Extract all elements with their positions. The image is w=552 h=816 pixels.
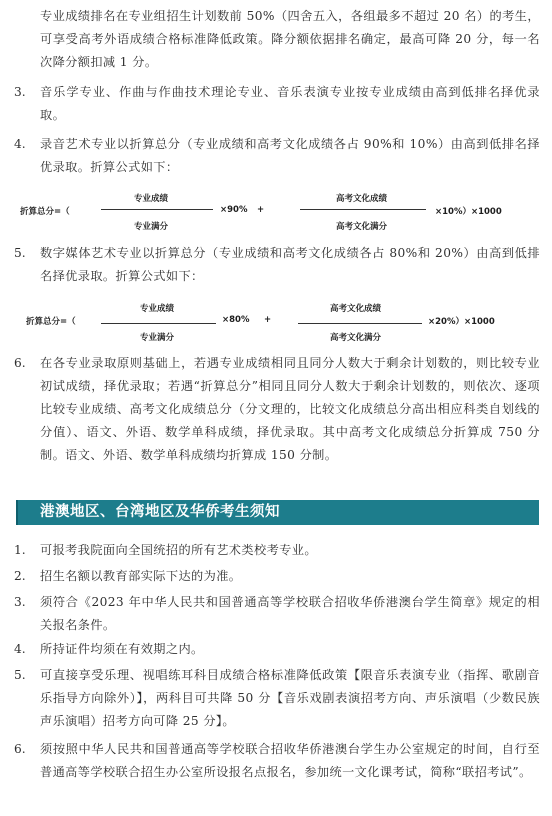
list-item-text: 须符合《2023 年中华人民共和国普通高等学校联合招收华侨港澳台学生简章》规定的相关报名条件。 [40, 595, 540, 632]
formula-plus: + [257, 205, 265, 215]
list-item-text: 可报考我院面向全国统招的所有艺术类校考专业。 [40, 543, 317, 557]
item-number: 4. [14, 642, 26, 656]
item-number: 5. [14, 246, 26, 260]
formula-lhs: 折算总分=（ [26, 317, 76, 327]
fraction-bar [298, 323, 422, 324]
formula-multiplier: ×80% [222, 315, 250, 325]
formula-lhs: 折算总分=（ [20, 207, 70, 217]
list-item-text: 招生名额以教育部实际下达的为准。 [40, 569, 242, 583]
item-number: 6. [14, 742, 26, 756]
formula-multiplier: ×90% [220, 205, 248, 215]
item-number: 1. [14, 543, 26, 557]
list-item-text: 须按照中华人民共和国普通高等学校联合招收华侨港澳台学生办公室规定的时间，自行至普通高等学校联合招生办公室所设报名点报名，参加统一文化课考试，简称“联招考试”。 [40, 742, 540, 779]
fraction-bar [101, 209, 213, 210]
item-number: 2. [14, 569, 26, 583]
formula-numerator: 高考文化成绩 [330, 304, 382, 314]
item-number: 3. [14, 595, 26, 609]
list-item-text: 录音艺术专业以折算总分（专业成绩和高考文化成绩各占 90%和 10%）由高到低排名择优录取。折算公式如下： [40, 137, 540, 174]
item-number: 5. [14, 668, 26, 682]
section-title: 港澳地区、台湾地区及华侨考生须知 [40, 504, 280, 520]
fraction-bar [300, 209, 426, 210]
formula-tail: ×20%）×1000 [428, 317, 495, 327]
list-item-text: 在各专业录取原则基础上，若遇专业成绩相同且同分人数大于剩余计划数的，则比较专业初试成绩，择优录取；若遇“折算总分”相同且同分人数大于剩余计划数的，则依次、逐项比较专业成绩、高考文化成绩总分（分文理的，比较文化成绩总分高出相应科类自划线的分值）、语文、外语、数学单科成绩，择优录取。其中高考文化成绩总分折算成 750 分制。语文、外语、数学单科成绩均折算成 150 分制。 [40, 356, 540, 462]
item-number: 4. [14, 137, 26, 151]
section-banner [16, 500, 539, 525]
fraction-bar [101, 323, 216, 324]
item-number: 3. [14, 85, 26, 99]
list-item-text: 音乐学专业、作曲与作曲技术理论专业、音乐表演专业按专业成绩由高到低排名择优录取。 [40, 85, 540, 122]
formula-denominator: 专业满分 [134, 222, 169, 232]
item-number: 6. [14, 356, 26, 370]
formula-numerator: 专业成绩 [140, 304, 175, 314]
formula-numerator: 专业成绩 [134, 194, 169, 204]
conversion-formula-80 [0, 301, 552, 351]
list-item-text: 可直接享受乐理、视唱练耳科目成绩合格标准降低政策【限音乐表演专业（指挥、歌剧音乐指导方向除外）】，两科目可共降 50 分【音乐戏剧表演招考方向、声乐演唱（少数民族声乐演唱）招考方向可降 25 分】。 [40, 668, 540, 728]
item-2-continuation: 专业成绩排名在专业组招生计划数前 50%（四舍五入，各组最多不超过 20 名）的考生，可享受高考外语成绩合格标准降低政策。降分额依据排名确定，最高可降 20 分，每一名次降分额扣减 1 分。 [40, 9, 540, 69]
formula-denominator: 高考文化满分 [336, 222, 388, 232]
formula-tail: ×10%）×1000 [435, 207, 502, 217]
list-item-text: 所持证件均须在有效期之内。 [40, 642, 204, 656]
formula-numerator: 高考文化成绩 [336, 194, 388, 204]
conversion-formula-90 [0, 186, 552, 236]
formula-denominator: 专业满分 [140, 333, 175, 343]
formula-denominator: 高考文化满分 [330, 333, 382, 343]
formula-plus: + [264, 315, 272, 325]
list-item-text: 数字媒体艺术专业以折算总分（专业成绩和高考文化成绩各占 80%和 20%）由高到低排名择优录取。折算公式如下： [40, 246, 540, 283]
